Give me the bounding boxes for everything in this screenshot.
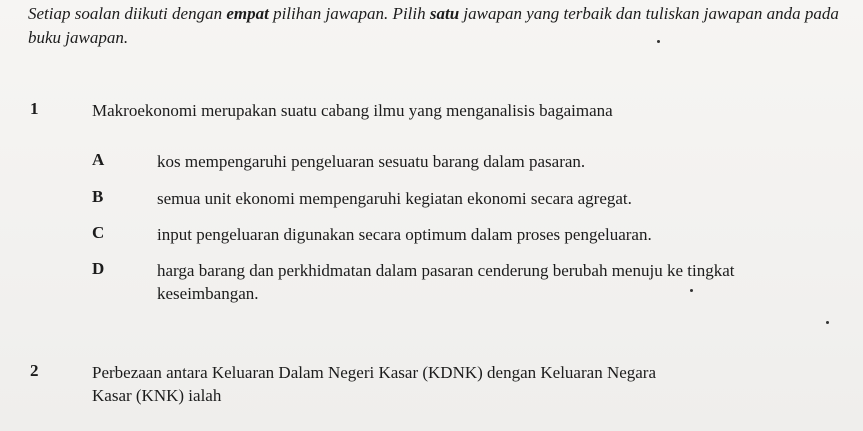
question-1-number: 1	[30, 99, 39, 118]
option-a-letter: A	[92, 150, 105, 169]
instructions-text-2: pilihan jawapan. Pilih	[268, 4, 430, 23]
question-1-stem: Makroekonomi merupakan suatu cabang ilmu yang menganalisis bagaimana	[92, 101, 613, 120]
option-a-text: kos mempengaruhi pengeluaran sesuatu barang dalam pasaran.	[157, 152, 586, 171]
option-c-letter: C	[92, 223, 105, 242]
question-2-number: 2	[30, 361, 39, 380]
option-b-letter: B	[92, 187, 104, 206]
option-d-text: harga barang dan perkhidmatan dalam pasaran cenderung berubah menuju ke tingkat keseimbangan.	[157, 261, 735, 303]
scan-speck	[826, 321, 829, 324]
option-c-text: input pengeluaran digunakan secara optimum dalam proses pengeluaran.	[157, 225, 652, 244]
option-b-text: semua unit ekonomi mempengaruhi kegiatan ekonomi secara agregat.	[157, 189, 632, 208]
instructions-emphasis-1: empat	[226, 4, 269, 23]
scan-speck	[690, 289, 693, 292]
question-2-stem: Perbezaan antara Keluaran Dalam Negeri Kasar (KDNK) dengan Keluaran Negara Kasar (KNK) ialah	[92, 363, 657, 405]
instructions	[28, 2, 848, 50]
instructions-text-3: jawapan yang terbaik dan tuliskan jawapan anda pada buku jawapan.	[28, 4, 839, 47]
scan-speck	[657, 40, 660, 43]
instructions-text-1: Setiap soalan diikuti dengan	[28, 4, 227, 23]
instructions-emphasis-2: satu	[429, 4, 460, 23]
option-d-letter: D	[92, 259, 105, 278]
